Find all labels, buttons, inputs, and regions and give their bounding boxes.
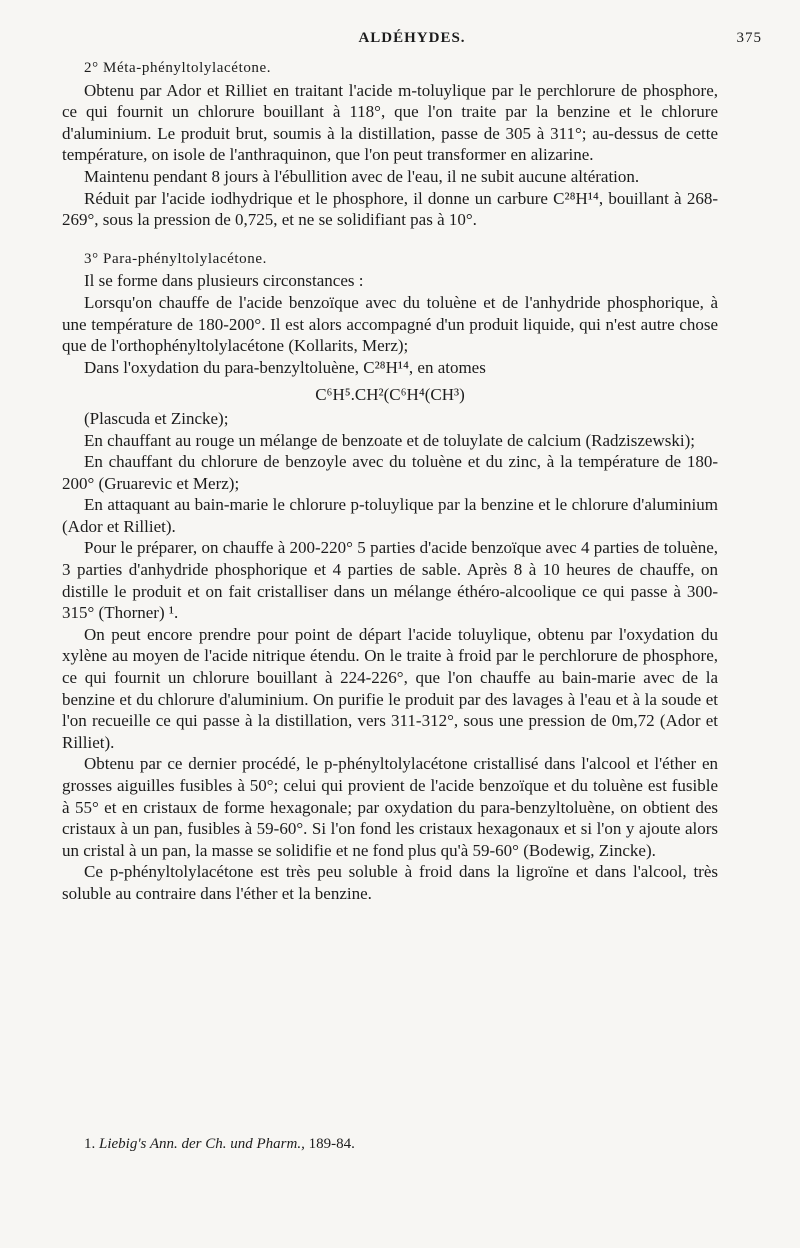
footnote-source: Liebig's Ann. der Ch. und Pharm., xyxy=(99,1136,305,1152)
paragraph: Pour le préparer, on chauffe à 200-220° 5 parties d'acide benzoïque avec 4 parties de toluène, 3 parties d'anhydride phosphorique et 4 parties de sable. Après 8 à 10 heures de chauffe, on distille le produit et on fait cristalliser dans un mélange éthéro-alcoolique ce qui passe à 300-315° (Thorner) ¹. xyxy=(62,538,718,623)
page-number: 375 xyxy=(736,30,762,46)
paragraph: Réduit par l'acide iodhydrique et le phosphore, il donne un carbure C²⁸H¹⁴, bouillant à 268-269°, sous la pression de 0,725, et ne se solidifiant pas à 10°. xyxy=(62,188,718,230)
paragraph: Il se forme dans plusieurs circonstances : xyxy=(84,271,364,291)
paragraph: Lorsqu'on chauffe de l'acide benzoïque avec du toluène et de l'anhydride phosphorique, à une température de 180-200°. Il est alors accompagné d'un produit liquide, qui n'est autre chose que de l'orthophényltolylacétone (Kollarits, Merz); xyxy=(62,292,718,356)
paragraph: En chauffant au rouge un mélange de benzoate et de toluylate de calcium (Radziszewski); xyxy=(84,430,695,450)
paragraph: Ce p-phényltolylacétone est très peu soluble à froid dans la ligroïne et dans l'alcool, très soluble au contraire dans l'éther et la benzine. xyxy=(62,862,718,903)
paragraph: En attaquant au bain-marie le chlorure p-toluylique par la benzine et le chlorure d'aluminium (Ador et Rilliet). xyxy=(62,495,718,536)
body-text xyxy=(62,58,718,905)
section-heading: 2° Méta-phényltolylacétone. xyxy=(84,60,272,76)
paragraph: Maintenu pendant 8 jours à l'ébullition avec de l'eau, il ne subit aucune altération. xyxy=(84,166,640,186)
page-header xyxy=(62,30,762,54)
footnote-ref: 189-84. xyxy=(308,1136,355,1152)
footnote-number: 1. xyxy=(84,1136,96,1152)
paragraph: En chauffant du chlorure de benzoyle avec du toluène et du zinc, à la température de 180-200° (Gruarevic et Merz); xyxy=(62,452,718,493)
section-heading: 3° Para-phényltolylacétone. xyxy=(84,250,267,267)
running-title: ALDÉHYDES. xyxy=(358,30,466,46)
chemical-formula: C⁶H⁵.CH²(C⁶H⁴(CH³) xyxy=(315,385,465,405)
paragraph: Obtenu par Ador et Rilliet en traitant l'acide m-toluylique par le perchlorure de phosphore, ce qui fournit un chlorure bouillant à 118°, que l'on traite par la benzine et le chlorure d'aluminium. Le produit brut, soumis à la distillation, passe de 305 à 311°; au-dessus de cette température, on isole de l'anthraquinon, que l'on peut transformer en alizarine. xyxy=(62,80,718,165)
footnote xyxy=(62,1136,718,1153)
paragraph: (Plascuda et Zincke); xyxy=(84,408,229,428)
paragraph: Obtenu par ce dernier procédé, le p-phényltolylacétone cristallisé dans l'alcool et l'éther en grosses aiguilles fusibles à 50°; celui qui provient de l'acide benzoïque et du toluène est fusible à 55° et en cristaux de forme hexagonale; par oxydation du para-benzyltoluène, on obtient des cristaux à un pan, fusibles à 59-60°. Si l'on fond les cristaux hexagonaux et si l'on y ajoute alors un cristal à un pan, la masse se solidifie et ne fond plus qu'à 59-60° (Bodewig, Zincke). xyxy=(62,754,718,860)
paragraph: On peut encore prendre pour point de départ l'acide toluylique, obtenu par l'oxydation du xylène au moyen de l'acide nitrique étendu. On le traite à froid par le perchlorure de phosphore, ce qui fournit un chlorure bouillant à 224-226°, que l'on chauffe au bain-marie avec de la benzine et du chlorure d'aluminium. On purifie le produit par des lavages à l'eau et à la soude et l'on recueille ce qui passe à la distillation, vers 311-312°, sous une pression de 0m,72 (Ador et Rilliet). xyxy=(62,624,718,752)
paragraph: Dans l'oxydation du para-benzyltoluène, C²⁸H¹⁴, en atomes xyxy=(84,357,486,377)
